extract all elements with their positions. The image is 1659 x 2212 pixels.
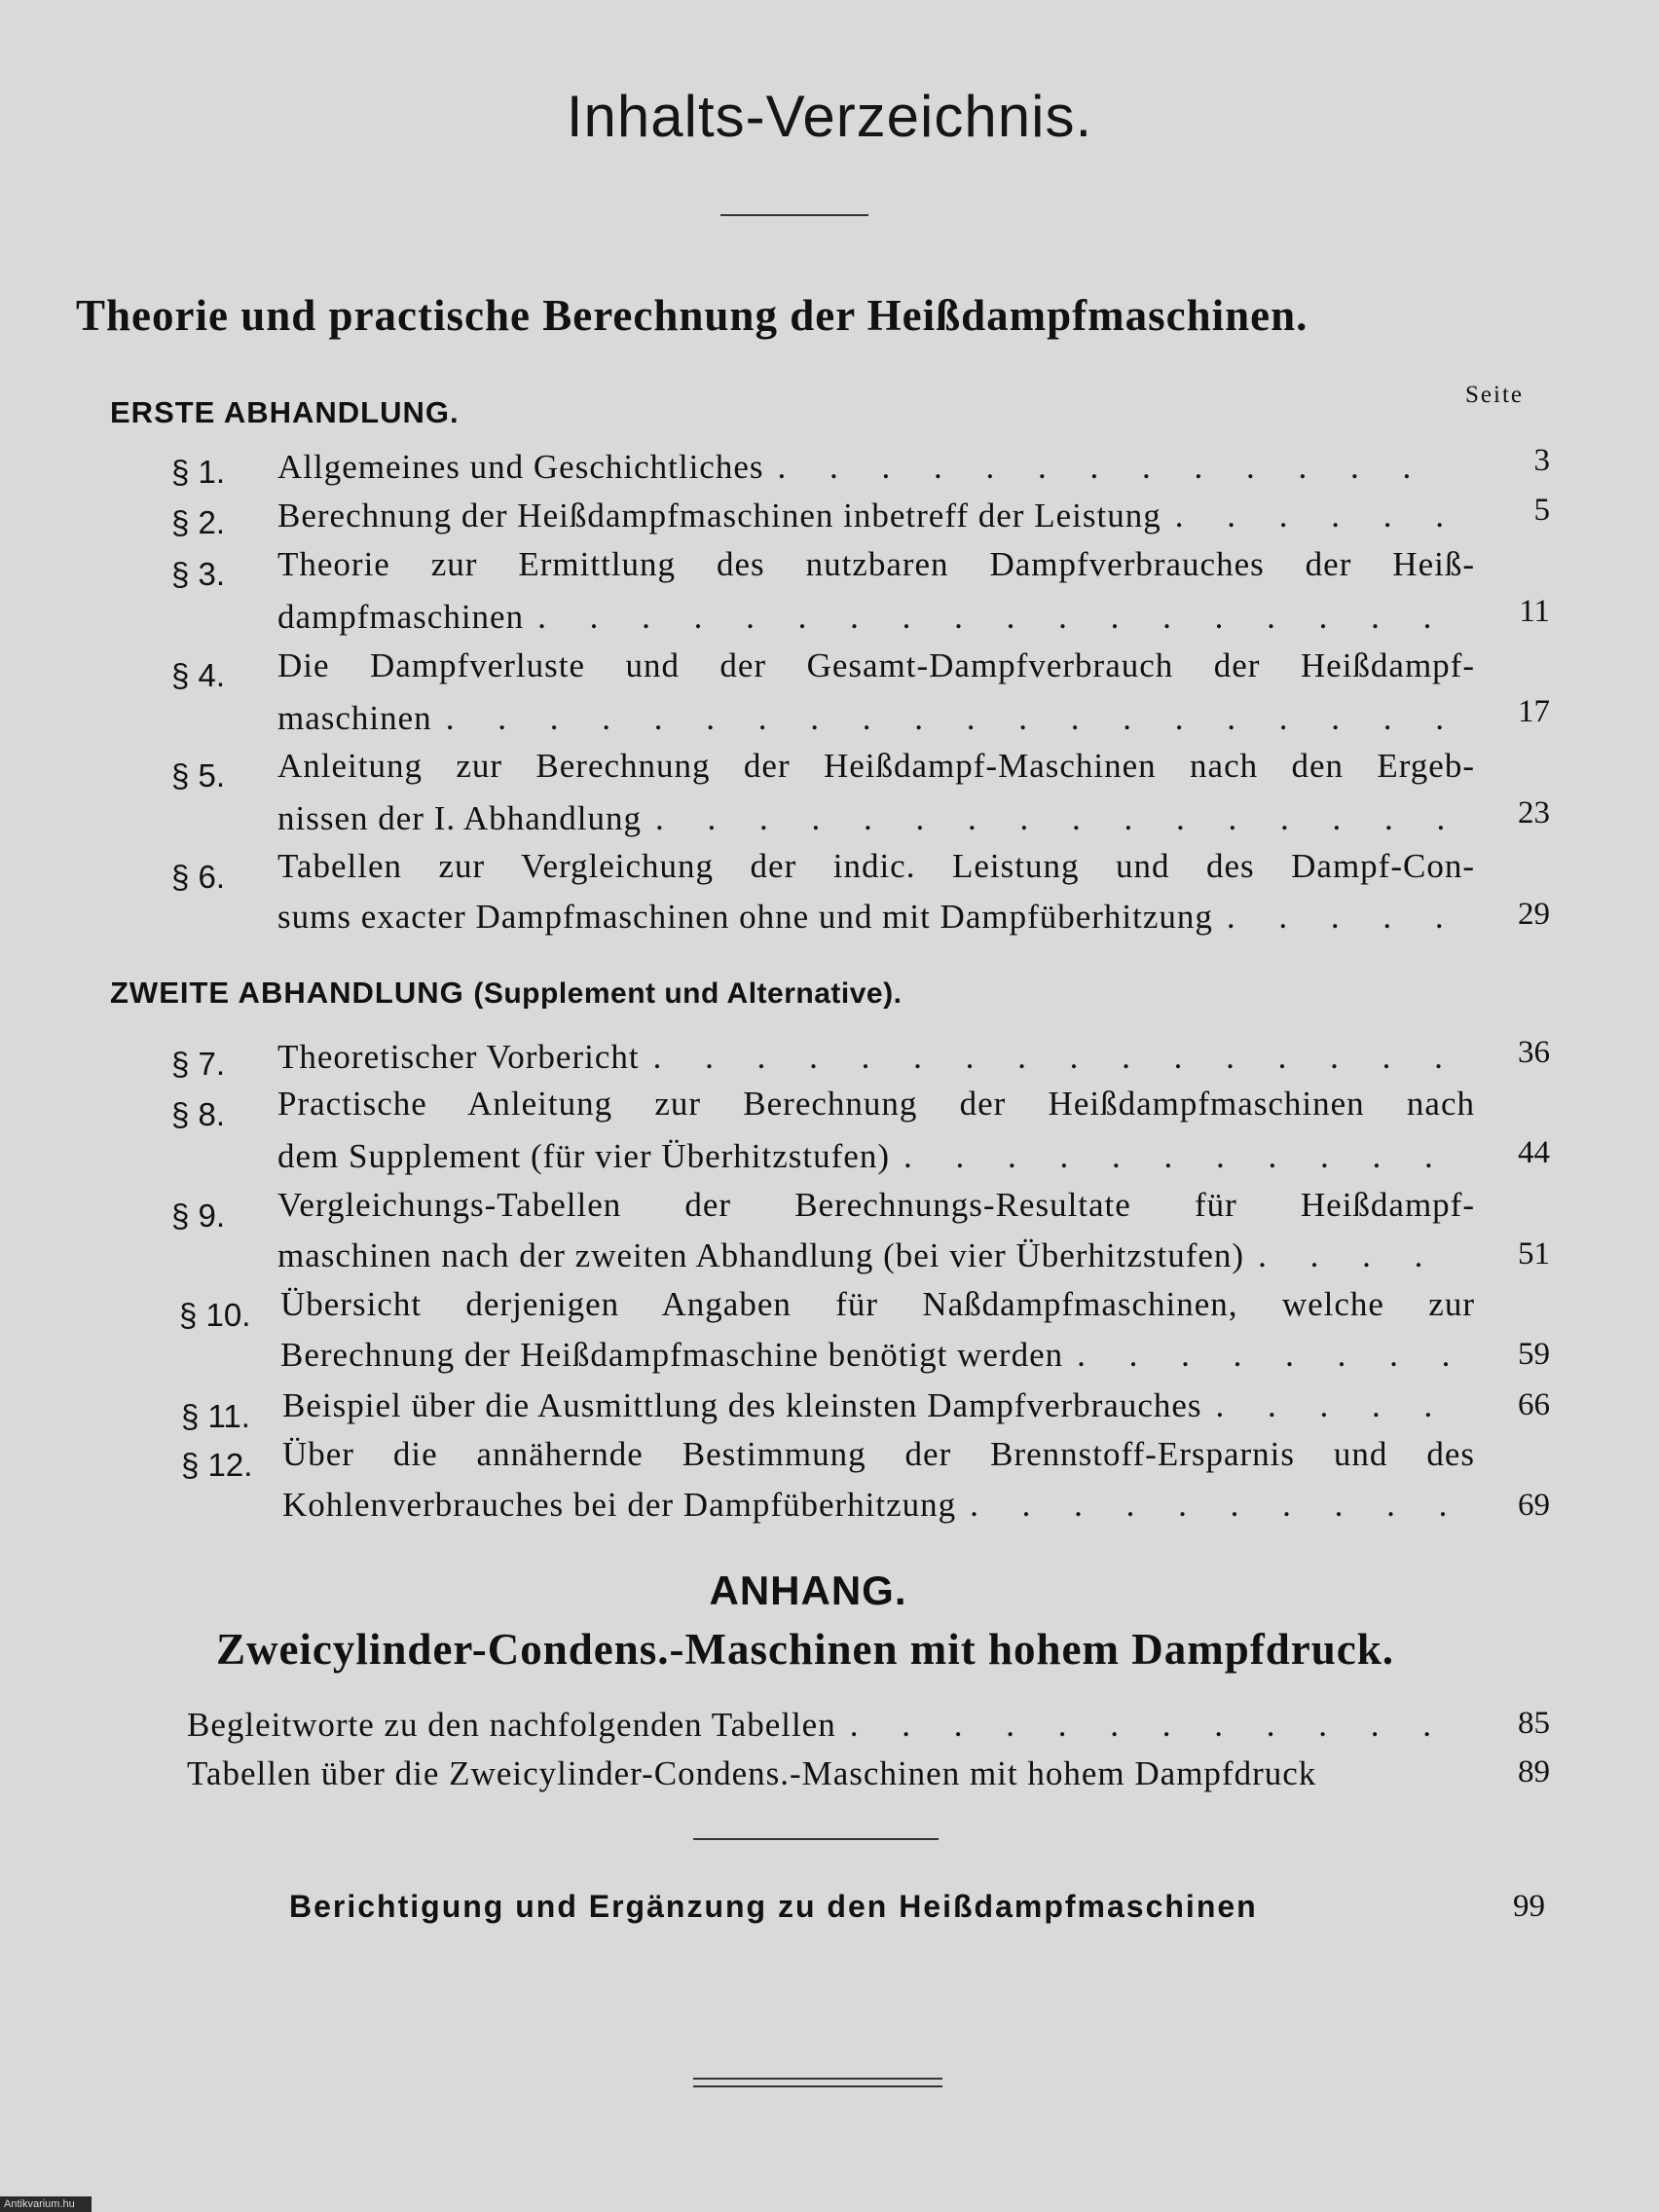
page-number: 59 xyxy=(1518,1337,1550,1372)
dot-leader xyxy=(1063,1336,1456,1375)
entry-text: Begleitworte zu den nachfolgenden Tabellen xyxy=(187,1706,836,1744)
entry-text: maschinen nach der zweiten Abhandlung (bei vier Überhitzstufen) xyxy=(277,1236,1245,1274)
section-number: § 5. xyxy=(171,757,226,793)
section-number: § 6. xyxy=(171,859,226,895)
zweite-subheading: (Supplement und Alternative). xyxy=(473,977,903,1010)
page-number: 17 xyxy=(1518,694,1550,729)
entry-text: Berechnung der Heißdampfmaschine benötigt werden xyxy=(280,1336,1064,1374)
zweite-abhandlung-heading xyxy=(110,976,902,1011)
page-number: 69 xyxy=(1518,1488,1550,1523)
zweite-heading-text: ZWEITE ABHANDLUNG xyxy=(110,976,464,1010)
dot-leader xyxy=(836,1706,1456,1745)
toc-entry-line xyxy=(277,699,1456,738)
page-number: 89 xyxy=(1518,1754,1550,1789)
section-number: § 12. xyxy=(181,1447,253,1483)
toc-entry-line: Tabellen über die Zweicylinder-Condens.-Maschinen mit hohem Dampfdruck xyxy=(187,1754,1317,1792)
toc-entry-line: Über die annähernde Bestimmung der Brennstoff-Ersparnis und des xyxy=(282,1435,1475,1473)
entry-text: Berechnung der Heißdampfmaschinen inbetreff der Leistung xyxy=(277,497,1161,535)
page-number: 36 xyxy=(1518,1035,1550,1070)
entry-text: Beispiel über die Ausmittlung des kleinsten Dampfverbrauches xyxy=(282,1386,1202,1424)
end-double-rule-top xyxy=(693,2078,942,2080)
entry-text: Allgemeines und Geschichtliches xyxy=(277,448,764,486)
seite-label: Seite xyxy=(1465,382,1524,408)
main-heading: Theorie und practische Berechnung der Heißdampfmaschinen. xyxy=(76,291,1309,340)
page-number: 23 xyxy=(1518,795,1550,830)
erste-abhandlung-heading: ERSTE ABHANDLUNG. xyxy=(110,395,460,429)
dot-leader xyxy=(1213,898,1456,937)
toc-entry-line xyxy=(277,1038,1456,1077)
anhang-subheading: Zweicylinder-Condens.-Maschinen mit hohem Dampfdruck. xyxy=(215,1625,1395,1674)
toc-entry-line: Vergleichungs-Tabellen der Berechnungs-Resultate für Heißdampf- xyxy=(277,1186,1475,1224)
dot-leader xyxy=(640,1038,1456,1077)
page-number: 85 xyxy=(1518,1706,1550,1741)
entry-text: dem Supplement (für vier Überhitzstufen) xyxy=(277,1137,890,1175)
title-divider xyxy=(720,214,868,216)
section-number: § 2. xyxy=(171,504,226,540)
toc-entry-line: Die Dampfverluste und der Gesamt-Dampfverbrauch der Heißdampf- xyxy=(277,646,1475,684)
section-number: § 11. xyxy=(181,1398,250,1434)
watermark: Antikvarium.hu xyxy=(0,2196,92,2212)
section-divider xyxy=(693,1838,939,1840)
toc-entry-line xyxy=(280,1336,1456,1375)
dot-leader xyxy=(1202,1386,1456,1425)
toc-entry-line xyxy=(277,598,1456,637)
toc-entry-line: Übersicht derjenigen Angaben für Naßdampfmaschinen, welche zur xyxy=(280,1285,1475,1323)
entry-text: Kohlenverbrauches bei der Dampfüberhitzung xyxy=(282,1486,957,1524)
end-double-rule-bottom xyxy=(693,2085,942,2087)
toc-entry-line xyxy=(277,497,1456,535)
entry-text: sums exacter Dampfmaschinen ohne und mit Dampfüberhitzung xyxy=(277,898,1213,936)
toc-entry-line xyxy=(277,1137,1456,1176)
section-number: § 7. xyxy=(171,1046,226,1082)
entry-text: maschinen xyxy=(277,699,432,737)
dot-leader xyxy=(642,799,1456,838)
page-number: 51 xyxy=(1518,1236,1550,1272)
section-number: § 4. xyxy=(171,657,226,693)
dot-leader xyxy=(763,448,1456,487)
page-number: 99 xyxy=(1513,1889,1545,1924)
dot-leader xyxy=(956,1486,1456,1525)
toc-entry-line xyxy=(282,1386,1456,1425)
section-number: § 8. xyxy=(171,1096,226,1132)
anhang-heading: ANHANG. xyxy=(709,1567,907,1613)
page-number: 5 xyxy=(1533,493,1550,528)
dot-leader xyxy=(890,1137,1456,1176)
toc-entry-line xyxy=(277,1236,1456,1275)
page-number: 66 xyxy=(1518,1387,1550,1422)
toc-entry-line xyxy=(277,448,1456,487)
page-number: 3 xyxy=(1533,443,1550,478)
dot-leader xyxy=(524,598,1456,637)
toc-entry-line: Theorie zur Ermittlung des nutzbaren Dampfverbrauches der Heiß- xyxy=(277,545,1475,583)
berichtigung-entry: Berichtigung und Ergänzung zu den Heißdampfmaschinen xyxy=(289,1889,1258,1924)
toc-entry-line: Anleitung zur Berechnung der Heißdampf-Maschinen nach den Ergeb- xyxy=(277,747,1475,785)
entry-text: Theoretischer Vorbericht xyxy=(277,1038,640,1076)
toc-entry-line xyxy=(187,1706,1456,1745)
page-number: 29 xyxy=(1518,897,1550,932)
page-title: Inhalts-Verzeichnis. xyxy=(566,84,1093,149)
page-number: 11 xyxy=(1519,594,1550,629)
toc-entry-line: Practische Anleitung zur Berechnung der Heißdampfmaschinen nach xyxy=(277,1085,1475,1123)
toc-entry-line xyxy=(282,1486,1456,1525)
toc-entry-line xyxy=(277,799,1456,838)
page-number: 44 xyxy=(1518,1135,1550,1170)
section-number: § 1. xyxy=(171,454,226,490)
dot-leader xyxy=(1244,1236,1456,1275)
entry-text: dampfmaschinen xyxy=(277,598,525,636)
toc-entry-line: Tabellen zur Vergleichung der indic. Leistung und des Dampf-Con- xyxy=(277,847,1475,885)
section-number: § 9. xyxy=(171,1198,226,1234)
section-number: § 3. xyxy=(171,556,226,592)
entry-text: nissen der I. Abhandlung xyxy=(277,799,642,837)
dot-leader xyxy=(1161,497,1456,535)
toc-entry-line xyxy=(277,898,1456,937)
section-number: § 10. xyxy=(179,1297,251,1333)
dot-leader xyxy=(432,699,1456,738)
